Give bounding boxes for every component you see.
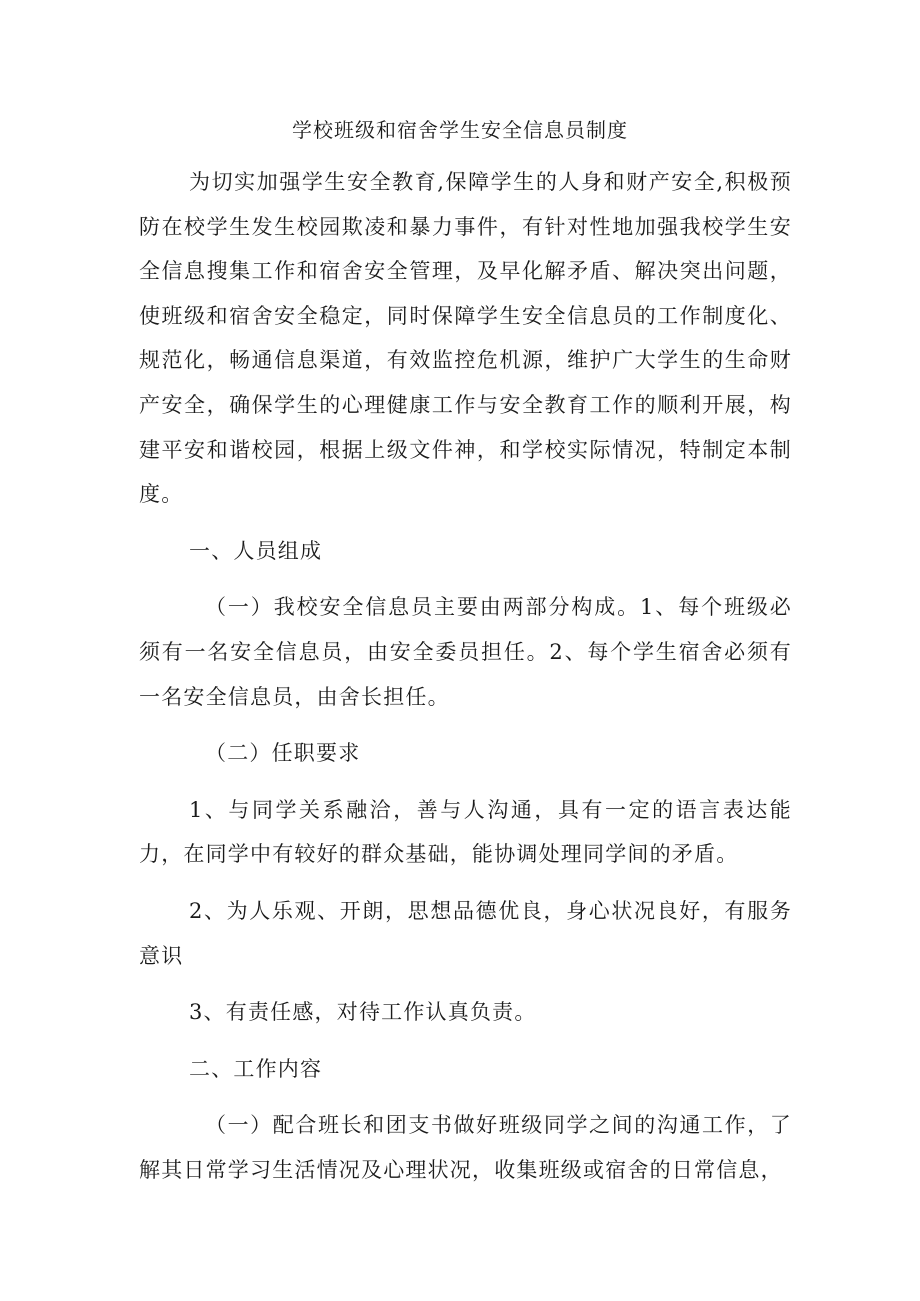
section-2-heading: 二、工作内容	[189, 1056, 323, 1081]
document-body	[139, 160, 792, 1192]
section-2-paragraph-1: （一）配合班长和团支书做好班级同学之间的沟通工作，了解其日常学习生活情况及心理状况，收集班级或宿舍的日常信息，	[139, 1113, 792, 1182]
document-title: 学校班级和宿舍学生安全信息员制度	[292, 118, 628, 142]
section-1-paragraph-1: （一）我校安全信息员主要由两部分构成。1、每个班级必须有一名安全信息员，由安全委员担任。2、每个学生宿舍必须有一名安全信息员，由舍长担任。	[139, 595, 792, 709]
section-1-subheading-2: （二）任职要求	[205, 741, 361, 766]
requirement-1: 1、与同学关系融洽，善与人沟通，具有一定的语言表达能力，在同学中有较好的群众基础，能协调处理同学间的矛盾。	[139, 797, 792, 867]
requirement-3: 3、有责任感，对待工作认真负责。	[189, 1000, 537, 1025]
intro-paragraph: 为切实加强学生安全教育,保障学生的人身和财产安全,积极预防在校学生发生校园欺凌和暴力事件，有针对性地加强我校学生安全信息搜集工作和宿舍安全管理，及早化解矛盾、解决突出问题，使班级和宿舍安全稳定，同时保障学生安全信息员的工作制度化、规范化，畅通信息渠道，有效监控危机源，维护广大学生的生命财产安全，确保学生的心理健康工作与安全教育工作的顺利开展，构建平安和谐校园，根据上级文件神，和学校实际情况，特制定本制度。	[139, 170, 792, 507]
requirement-2: 2、为人乐观、开朗，思想品德优良，身心状况良好，有服务意识	[139, 898, 792, 968]
section-1-heading: 一、人员组成	[189, 538, 323, 563]
